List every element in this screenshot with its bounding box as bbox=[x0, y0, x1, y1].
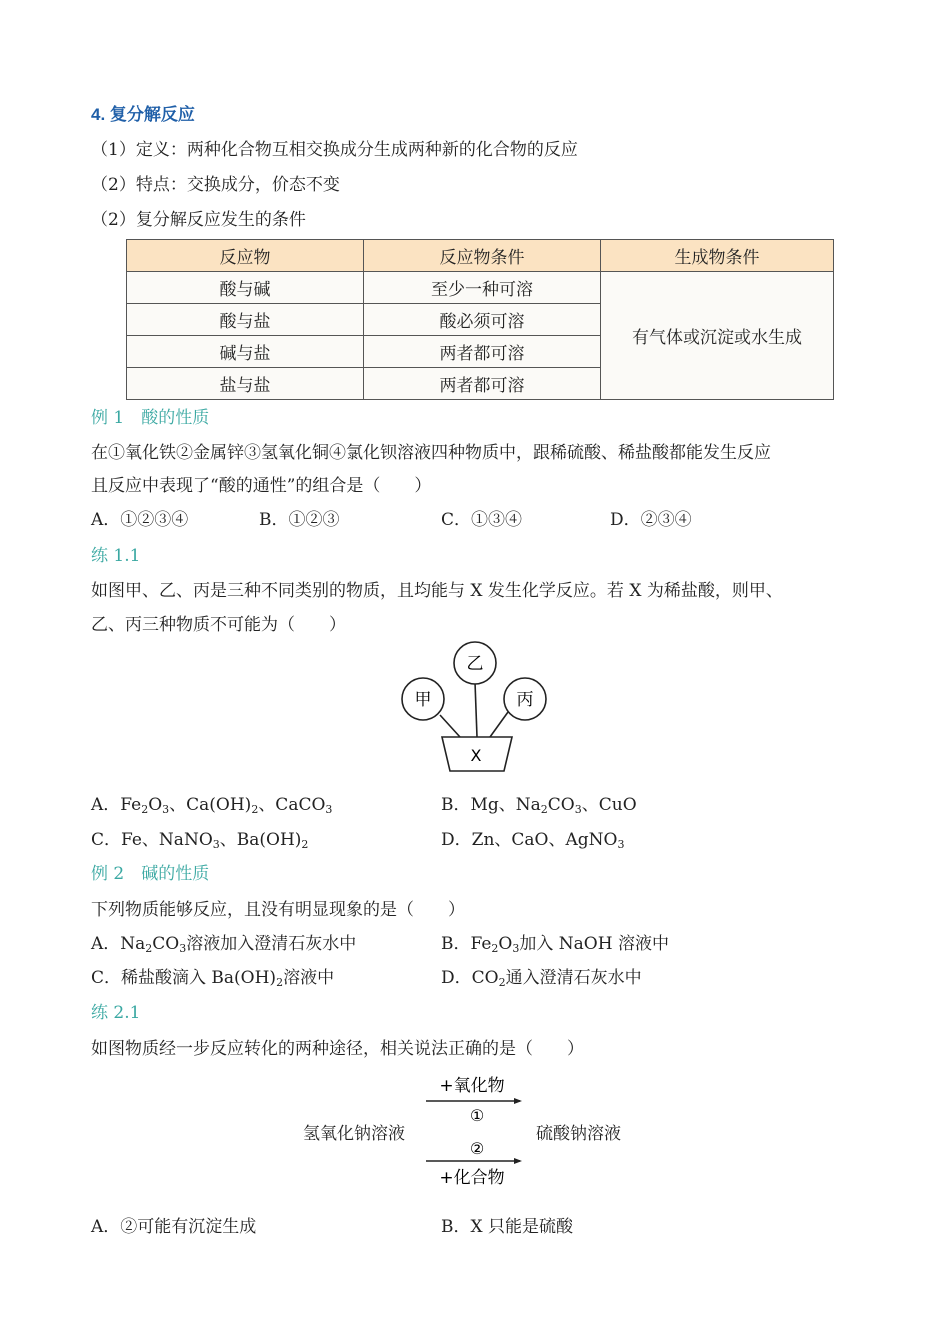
table-cell: 至少一种可溶 bbox=[364, 272, 601, 304]
option-d[interactable]: D．Zn、CaO、AgNO$_3$ bbox=[441, 830, 625, 851]
example-1-question: 在①氧化铁②金属锌③氢氧化铜④氯化钡溶液四种物质中，跟稀硫酸、稀盐酸都能发生反应 bbox=[91, 443, 771, 463]
example-2-label: 例 2 碱的性质 bbox=[91, 864, 210, 884]
practice-2-1-question: 如图物质经一步反应转化的两种途径，相关说法正确的是（ ） bbox=[91, 1039, 584, 1059]
option-b[interactable]: B．$Fe_2O_3$加入 NaOH 溶液中 bbox=[441, 934, 669, 955]
table-header-row bbox=[127, 240, 834, 272]
flowerpot-diagram bbox=[395, 640, 555, 775]
table-cell: 碱与盐 bbox=[127, 336, 364, 368]
label-x: X bbox=[470, 746, 482, 765]
option-a[interactable]: A．①②③④ bbox=[91, 510, 189, 530]
table-header: 反应物 bbox=[127, 240, 364, 272]
example-1-label: 例 1 酸的性质 bbox=[91, 408, 210, 428]
label-a: 甲 bbox=[414, 690, 432, 710]
option-b[interactable]: B．X 只能是硫酸 bbox=[441, 1217, 573, 1237]
option-d[interactable]: D．$CO_2$通入澄清石灰水中 bbox=[441, 968, 642, 989]
example-1-question-cont: 且反应中表现了“酸的通性”的组合是（ ） bbox=[91, 476, 432, 496]
diagram-left-label: 氢氧化钠溶液 bbox=[303, 1124, 405, 1144]
label-c: 丙 bbox=[516, 690, 534, 710]
table-cell: 盐与盐 bbox=[127, 368, 364, 400]
definition-line: （1）定义：两种化合物互相交换成分生成两种新的化合物的反应 bbox=[91, 140, 578, 160]
table-cell: 两者都可溶 bbox=[364, 368, 601, 400]
table-cell: 酸与碱 bbox=[127, 272, 364, 304]
condition-line: （2）复分解反应发生的条件 bbox=[91, 210, 306, 230]
arrow-2-head bbox=[514, 1158, 522, 1164]
route-2-mark: ② bbox=[469, 1139, 485, 1158]
conversion-diagram bbox=[420, 1070, 530, 1195]
diagram-right-label: 硫酸钠溶液 bbox=[536, 1124, 621, 1144]
table-cell: 酸与盐 bbox=[127, 304, 364, 336]
table-cell: 两者都可溶 bbox=[364, 336, 601, 368]
feature-line: （2）特点：交换成分，价态不变 bbox=[91, 175, 340, 195]
option-a[interactable]: A．$Fe_2O_3$、$Ca(OH)_2$、CaCO$_3$ bbox=[91, 795, 333, 816]
option-a[interactable]: A．$Na_2CO_3$溶液加入澄清石灰水中 bbox=[91, 934, 357, 955]
table-header: 生成物条件 bbox=[601, 240, 834, 272]
bottom-reagent-label: +化合物 bbox=[439, 1168, 505, 1188]
practice-1-1-label: 练 1.1 bbox=[91, 546, 141, 566]
option-b[interactable]: B．①②③ bbox=[259, 510, 340, 530]
section-title: 4. 复分解反应 bbox=[91, 105, 195, 124]
option-d[interactable]: D．②③④ bbox=[610, 510, 692, 530]
table-header: 反应物条件 bbox=[364, 240, 601, 272]
table-cell: 酸必须可溶 bbox=[364, 304, 601, 336]
practice-1-1-question-cont: 乙、丙三种物质不可能为（ ） bbox=[91, 615, 346, 635]
practice-2-1-label: 练 2.1 bbox=[91, 1003, 141, 1023]
example-2-question: 下列物质能够反应，且没有明显现象的是（ ） bbox=[91, 900, 465, 920]
arrow-1-head bbox=[514, 1098, 522, 1104]
table-row bbox=[127, 272, 834, 304]
label-b: 乙 bbox=[466, 654, 484, 674]
table-merged-cell: 有气体或沉淀或水生成 bbox=[601, 272, 834, 400]
option-c[interactable]: C．Fe、NaNO$_3$、$Ba(OH)_2$ bbox=[91, 830, 309, 851]
option-a[interactable]: A．②可能有沉淀生成 bbox=[91, 1217, 257, 1237]
route-1-mark: ① bbox=[469, 1106, 485, 1125]
option-b[interactable]: B．Mg、$Na_2CO_3$、CuO bbox=[441, 795, 637, 816]
top-reagent-label: +氧化物 bbox=[439, 1076, 505, 1096]
practice-1-1-question: 如图甲、乙、丙是三种不同类别的物质，且均能与 X 发生化学反应。若 X 为稀盐酸，则甲、 bbox=[91, 581, 783, 601]
option-c[interactable]: C．稀盐酸滴入 $Ba(OH)_2$溶液中 bbox=[91, 968, 335, 989]
condition-table bbox=[126, 239, 834, 400]
option-c[interactable]: C．①③④ bbox=[441, 510, 523, 530]
